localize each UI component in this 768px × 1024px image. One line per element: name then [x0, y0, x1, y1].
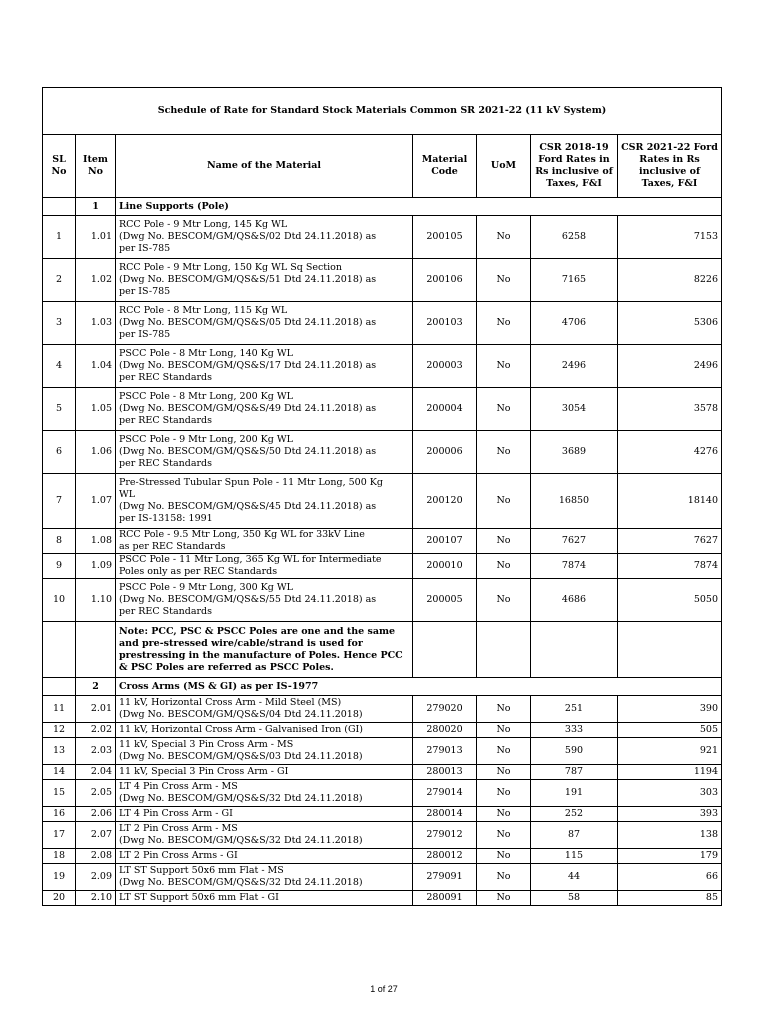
rate-2021-cell: 7153 [618, 216, 722, 259]
rate-2021-cell: 4276 [618, 431, 722, 474]
material-name-line: Pre-Stressed Tubular Spun Pole - 11 Mtr Long, 500 Kg [119, 477, 383, 488]
title-row [43, 88, 722, 135]
table-row [43, 738, 722, 765]
item-no-cell: 1.10 [76, 579, 116, 622]
material-name-line: LT 2 Pin Cross Arm - MS [119, 823, 238, 834]
table-row [43, 822, 722, 849]
section-row [43, 678, 722, 696]
sl-no-cell: 9 [43, 554, 76, 579]
material-code-cell: 280012 [413, 849, 477, 864]
note-text [116, 622, 413, 678]
table-row [43, 579, 722, 622]
material-code-cell: 200120 [413, 474, 477, 529]
material-code-cell: 200003 [413, 345, 477, 388]
table-row [43, 302, 722, 345]
material-name-line: RCC Pole - 9 Mtr Long, 145 Kg WL [119, 219, 288, 230]
material-code-cell: 200106 [413, 259, 477, 302]
rate-2018-cell: 58 [531, 891, 618, 906]
material-name-line: as per REC Standards [119, 541, 226, 552]
item-no-cell: 2.03 [76, 738, 116, 765]
rate-2021-cell: 1194 [618, 765, 722, 780]
material-name-line: (Dwg No. BESCOM/GM/QS&S/04 Dtd 24.11.2018) [119, 709, 363, 720]
rate-2021-cell: 393 [618, 807, 722, 822]
table-row [43, 345, 722, 388]
material-name-line: per REC Standards [119, 415, 212, 426]
item-no-cell: 2.08 [76, 849, 116, 864]
table-row [43, 723, 722, 738]
material-name-cell [116, 891, 413, 906]
item-no-cell: 2.09 [76, 864, 116, 891]
rate-2021-cell: 5306 [618, 302, 722, 345]
sl-no-cell: 16 [43, 807, 76, 822]
sl-no-cell: 8 [43, 529, 76, 554]
material-name-line: per IS-785 [119, 286, 171, 297]
material-code-cell: 200010 [413, 554, 477, 579]
item-no-cell: 1.01 [76, 216, 116, 259]
rate-2021-cell: 7874 [618, 554, 722, 579]
table-row [43, 864, 722, 891]
material-name-line: (Dwg No. BESCOM/GM/QS&S/49 Dtd 24.11.2018) as [119, 403, 377, 414]
material-name-line: (Dwg No. BESCOM/GM/QS&S/32 Dtd 24.11.2018) [119, 835, 363, 846]
material-name-line: RCC Pole - 9.5 Mtr Long, 350 Kg WL for 33kV Line [119, 529, 365, 540]
sl-no-cell: 15 [43, 780, 76, 807]
rate-2021-cell: 5050 [618, 579, 722, 622]
uom-cell: No [477, 259, 531, 302]
material-name-line: PSCC Pole - 9 Mtr Long, 200 Kg WL [119, 434, 293, 445]
uom-cell: No [477, 345, 531, 388]
rate-2021-cell: 921 [618, 738, 722, 765]
note-spacer-item [76, 622, 116, 678]
table-row [43, 554, 722, 579]
rate-2018-cell: 590 [531, 738, 618, 765]
material-code-cell: 200006 [413, 431, 477, 474]
rate-2018-cell: 787 [531, 765, 618, 780]
material-name-line: LT 2 Pin Cross Arms - GI [119, 850, 238, 861]
material-code-cell: 280091 [413, 891, 477, 906]
rate-2018-cell: 16850 [531, 474, 618, 529]
rate-2018-cell: 7874 [531, 554, 618, 579]
material-name-line: (Dwg No. BESCOM/GM/QS&S/03 Dtd 24.11.2018) [119, 751, 363, 762]
material-name-line: per REC Standards [119, 606, 212, 617]
uom-cell: No [477, 780, 531, 807]
material-name-line: PSCC Pole - 8 Mtr Long, 140 Kg WL [119, 348, 293, 359]
item-no-cell: 2.06 [76, 807, 116, 822]
uom-cell: No [477, 388, 531, 431]
header-csr-2018-19: CSR 2018-19 Ford Rates in Rs inclusive of Taxes, F&I [531, 135, 618, 198]
material-name-line: LT ST Support 50x6 mm Flat - MS [119, 865, 284, 876]
section-number: 1 [76, 198, 116, 216]
material-name-line: LT 4 Pin Cross Arm - MS [119, 781, 238, 792]
material-code-cell: 200105 [413, 216, 477, 259]
material-code-cell: 200103 [413, 302, 477, 345]
sl-no-cell: 11 [43, 696, 76, 723]
material-name-cell [116, 302, 413, 345]
material-name-line: PSCC Pole - 8 Mtr Long, 200 Kg WL [119, 391, 293, 402]
material-name-line: 11 kV, Special 3 Pin Cross Arm - MS [119, 739, 294, 750]
uom-cell: No [477, 849, 531, 864]
item-no-cell: 1.03 [76, 302, 116, 345]
uom-cell: No [477, 579, 531, 622]
table-row [43, 474, 722, 529]
material-name-line: WL [119, 489, 136, 500]
material-code-cell: 279013 [413, 738, 477, 765]
material-name-line: PSCC Pole - 11 Mtr Long, 365 Kg WL for Intermediate [119, 554, 382, 565]
material-name-cell [116, 529, 413, 554]
header-material-code: Material Code [413, 135, 477, 198]
item-no-cell: 1.05 [76, 388, 116, 431]
item-no-cell: 1.06 [76, 431, 116, 474]
sl-no-cell: 3 [43, 302, 76, 345]
material-name-cell [116, 807, 413, 822]
sl-no-cell: 17 [43, 822, 76, 849]
material-name-line: (Dwg No. BESCOM/GM/QS&S/32 Dtd 24.11.2018) [119, 877, 363, 888]
table-body [43, 88, 722, 906]
sl-no-cell: 6 [43, 431, 76, 474]
rate-2021-cell: 138 [618, 822, 722, 849]
header-uom: UoM [477, 135, 531, 198]
uom-cell: No [477, 738, 531, 765]
table-row [43, 431, 722, 474]
uom-cell: No [477, 431, 531, 474]
material-name-cell [116, 849, 413, 864]
rate-2018-cell: 2496 [531, 345, 618, 388]
item-no-cell: 1.09 [76, 554, 116, 579]
material-name-line: (Dwg No. BESCOM/GM/QS&S/50 Dtd 24.11.2018) as [119, 446, 377, 457]
material-name-cell [116, 696, 413, 723]
rate-2018-cell: 191 [531, 780, 618, 807]
rate-2021-cell: 18140 [618, 474, 722, 529]
note-line: and pre-stressed wire/cable/strand is used for [119, 637, 363, 649]
item-no-cell: 1.04 [76, 345, 116, 388]
uom-cell: No [477, 554, 531, 579]
note-spacer-code [413, 622, 477, 678]
uom-cell: No [477, 216, 531, 259]
material-name-cell [116, 431, 413, 474]
note-spacer-2018 [531, 622, 618, 678]
sl-no-cell: 5 [43, 388, 76, 431]
material-name-cell [116, 216, 413, 259]
header-material-name: Name of the Material [116, 135, 413, 198]
material-code-cell: 280013 [413, 765, 477, 780]
sl-no-cell: 18 [43, 849, 76, 864]
rate-2018-cell: 251 [531, 696, 618, 723]
rate-2018-cell: 4706 [531, 302, 618, 345]
note-line: & PSC Poles are referred as PSCC Poles. [119, 661, 334, 673]
header-row [43, 135, 722, 198]
item-no-cell: 2.07 [76, 822, 116, 849]
sl-no-cell: 12 [43, 723, 76, 738]
material-name-line: LT 4 Pin Cross Arm - GI [119, 808, 233, 819]
material-name-line: (Dwg No. BESCOM/GM/QS&S/45 Dtd 24.11.2018) as [119, 501, 377, 512]
table-row [43, 765, 722, 780]
item-no-cell: 1.02 [76, 259, 116, 302]
rate-2021-cell: 8226 [618, 259, 722, 302]
sl-no-cell: 2 [43, 259, 76, 302]
material-code-cell: 200004 [413, 388, 477, 431]
document-title: Schedule of Rate for Standard Stock Materials Common SR 2021-22 (11 kV System) [43, 88, 722, 135]
material-name-line: LT ST Support 50x6 mm Flat - GI [119, 892, 279, 903]
material-name-line: (Dwg No. BESCOM/GM/QS&S/51 Dtd 24.11.2018) as [119, 274, 377, 285]
sl-no-cell: 20 [43, 891, 76, 906]
rate-2021-cell: 179 [618, 849, 722, 864]
material-name-cell [116, 345, 413, 388]
material-name-cell [116, 579, 413, 622]
uom-cell: No [477, 765, 531, 780]
uom-cell: No [477, 696, 531, 723]
material-name-line: RCC Pole - 8 Mtr Long, 115 Kg WL [119, 305, 288, 316]
table-row [43, 696, 722, 723]
note-spacer-sl [43, 622, 76, 678]
table-row [43, 807, 722, 822]
material-name-line: (Dwg No. BESCOM/GM/QS&S/02 Dtd 24.11.2018) as [119, 231, 377, 242]
material-code-cell: 200107 [413, 529, 477, 554]
table-row [43, 849, 722, 864]
section-title: Line Supports (Pole) [116, 198, 722, 216]
table-row [43, 891, 722, 906]
section-title: Cross Arms (MS & GI) as per IS-1977 [116, 678, 722, 696]
material-code-cell: 279014 [413, 780, 477, 807]
rate-2021-cell: 7627 [618, 529, 722, 554]
table-row [43, 780, 722, 807]
note-spacer-uom [477, 622, 531, 678]
item-no-cell: 2.10 [76, 891, 116, 906]
sl-no-cell: 1 [43, 216, 76, 259]
rate-2021-cell: 2496 [618, 345, 722, 388]
material-name-line: RCC Pole - 9 Mtr Long, 150 Kg WL Sq Section [119, 262, 342, 273]
sl-no-cell: 19 [43, 864, 76, 891]
item-no-cell: 2.02 [76, 723, 116, 738]
note-row [43, 622, 722, 678]
material-name-cell [116, 259, 413, 302]
uom-cell: No [477, 302, 531, 345]
table-row [43, 388, 722, 431]
sl-no-cell: 7 [43, 474, 76, 529]
rate-2021-cell: 85 [618, 891, 722, 906]
material-name-cell [116, 723, 413, 738]
material-name-cell [116, 738, 413, 765]
material-code-cell: 200005 [413, 579, 477, 622]
sl-no-cell: 13 [43, 738, 76, 765]
rate-2018-cell: 333 [531, 723, 618, 738]
section-spacer [43, 678, 76, 696]
header-csr-2021-22: CSR 2021-22 Ford Rates in Rs inclusive of Taxes, F&I [618, 135, 722, 198]
material-name-line: (Dwg No. BESCOM/GM/QS&S/17 Dtd 24.11.2018) as [119, 360, 377, 371]
item-no-cell: 2.05 [76, 780, 116, 807]
rate-2021-cell: 505 [618, 723, 722, 738]
section-spacer [43, 198, 76, 216]
rate-2021-cell: 303 [618, 780, 722, 807]
sl-no-cell: 4 [43, 345, 76, 388]
table-row [43, 216, 722, 259]
uom-cell: No [477, 723, 531, 738]
uom-cell: No [477, 891, 531, 906]
rate-2018-cell: 7165 [531, 259, 618, 302]
material-code-cell: 280020 [413, 723, 477, 738]
sl-no-cell: 14 [43, 765, 76, 780]
rate-2021-cell: 3578 [618, 388, 722, 431]
note-line: Note: PCC, PSC & PSCC Poles are one and the same [119, 625, 396, 637]
item-no-cell: 2.04 [76, 765, 116, 780]
rate-2018-cell: 115 [531, 849, 618, 864]
material-name-line: per REC Standards [119, 372, 212, 383]
rate-2018-cell: 3689 [531, 431, 618, 474]
uom-cell: No [477, 474, 531, 529]
material-name-cell [116, 822, 413, 849]
section-row [43, 198, 722, 216]
material-name-line: PSCC Pole - 9 Mtr Long, 300 Kg WL [119, 582, 293, 593]
material-code-cell: 279091 [413, 864, 477, 891]
material-name-cell [116, 765, 413, 780]
note-line: prestressing in the manufacture of Poles. Hence PCC [119, 649, 403, 661]
rate-2021-cell: 66 [618, 864, 722, 891]
uom-cell: No [477, 529, 531, 554]
header-sl-no: SL No [43, 135, 76, 198]
material-name-cell [116, 780, 413, 807]
sl-no-cell: 10 [43, 579, 76, 622]
material-name-line: per IS-785 [119, 329, 171, 340]
material-code-cell: 279020 [413, 696, 477, 723]
material-name-cell [116, 864, 413, 891]
rate-2018-cell: 44 [531, 864, 618, 891]
material-code-cell: 279012 [413, 822, 477, 849]
material-name-line: per REC Standards [119, 458, 212, 469]
material-name-line: per IS-13158: 1991 [119, 513, 213, 524]
note-spacer-2021 [618, 622, 722, 678]
rate-2018-cell: 7627 [531, 529, 618, 554]
page-number: 1 of 27 [370, 984, 398, 994]
material-name-cell [116, 388, 413, 431]
uom-cell: No [477, 822, 531, 849]
material-name-line: (Dwg No. BESCOM/GM/QS&S/05 Dtd 24.11.2018) as [119, 317, 377, 328]
rate-2018-cell: 6258 [531, 216, 618, 259]
material-code-cell: 280014 [413, 807, 477, 822]
material-name-line: 11 kV, Horizontal Cross Arm - Galvanised Iron (GI) [119, 724, 364, 735]
material-name-line: 11 kV, Horizontal Cross Arm - Mild Steel (MS) [119, 697, 342, 708]
header-item-no: Item No [76, 135, 116, 198]
item-no-cell: 2.01 [76, 696, 116, 723]
material-name-line: (Dwg No. BESCOM/GM/QS&S/55 Dtd 24.11.2018) as [119, 594, 377, 605]
section-number: 2 [76, 678, 116, 696]
material-name-cell [116, 474, 413, 529]
material-name-line: 11 kV, Special 3 Pin Cross Arm - GI [119, 766, 289, 777]
table-row [43, 259, 722, 302]
uom-cell: No [477, 864, 531, 891]
rate-2021-cell: 390 [618, 696, 722, 723]
rate-2018-cell: 4686 [531, 579, 618, 622]
rate-2018-cell: 87 [531, 822, 618, 849]
rate-2018-cell: 252 [531, 807, 618, 822]
material-name-line: (Dwg No. BESCOM/GM/QS&S/32 Dtd 24.11.2018) [119, 793, 363, 804]
rate-schedule-table [42, 87, 722, 906]
table-row [43, 529, 722, 554]
material-name-cell [116, 554, 413, 579]
item-no-cell: 1.08 [76, 529, 116, 554]
item-no-cell: 1.07 [76, 474, 116, 529]
material-name-line: per IS-785 [119, 243, 171, 254]
uom-cell: No [477, 807, 531, 822]
rate-2018-cell: 3054 [531, 388, 618, 431]
material-name-line: Poles only as per REC Standards [119, 566, 278, 577]
